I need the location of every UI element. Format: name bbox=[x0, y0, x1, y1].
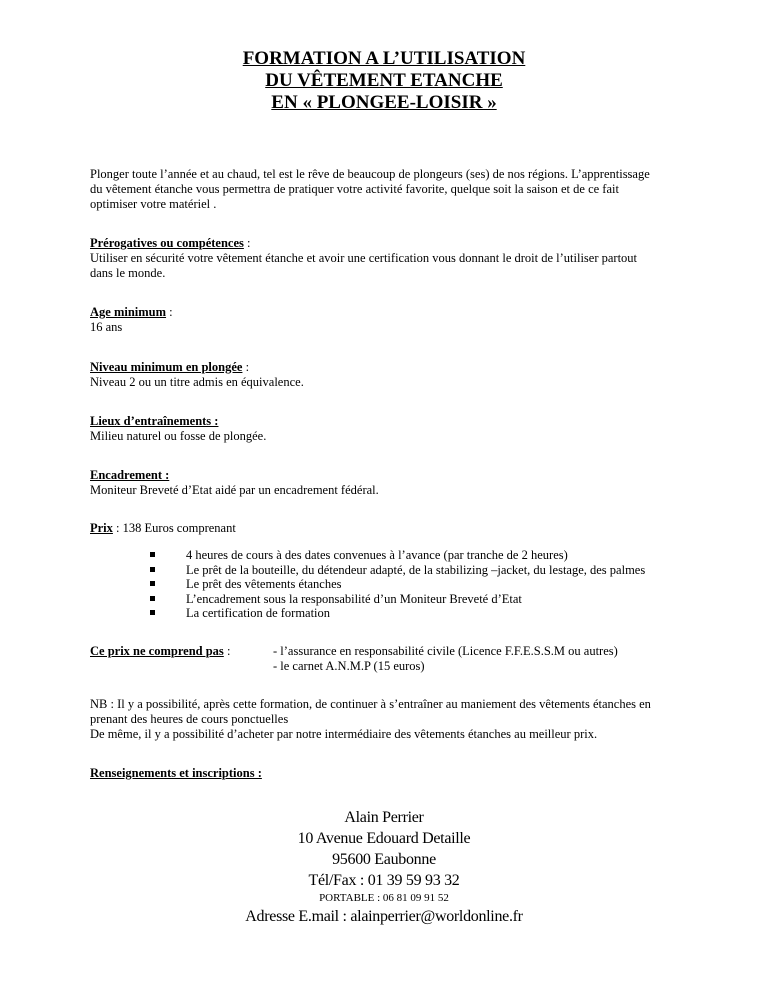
intro-paragraph bbox=[90, 167, 690, 212]
title-line-1: FORMATION A L’UTILISATION bbox=[242, 48, 526, 69]
contact-email[interactable]: Adresse E.mail : alainperrier@worldonline.fr bbox=[245, 908, 523, 925]
prerogatives-line-1: Utiliser en sécurité votre vêtement étanche et avoir une certification vous donnant le droit de l’utiliser partout bbox=[90, 251, 638, 265]
age-text: 16 ans bbox=[90, 320, 123, 334]
list-item: L’encadrement sous la responsabilité d’un Moniteur Breveté d’Etat bbox=[150, 592, 645, 607]
nb-line-2: prenant des heures de cours ponctuelles bbox=[90, 712, 289, 726]
renseignements-heading: Renseignements et inscriptions : bbox=[90, 766, 262, 780]
contact-address: 10 Avenue Edouard Detaille bbox=[297, 830, 471, 847]
lieux-heading: Lieux d’entraînements : bbox=[90, 414, 219, 428]
niveau-text: Niveau 2 ou un titre admis en équivalence. bbox=[90, 375, 304, 389]
nb-line-3: De même, il y a possibilité d’acheter par notre intermédiaire des vêtements étanches au meilleur prix. bbox=[90, 727, 598, 741]
niveau-sep: : bbox=[242, 360, 250, 374]
prerogatives-line-2: dans le monde. bbox=[90, 266, 166, 280]
prix-text: : 138 Euros comprenant bbox=[112, 521, 236, 535]
list-item: Le prêt des vêtements étanches bbox=[150, 577, 645, 592]
intro-line-2: du vêtement étanche vous permettra de pratiquer votre activité favorite, quelque soit la saison et de ce fait bbox=[90, 182, 619, 196]
contact-city: 95600 Eaubonne bbox=[332, 851, 436, 868]
renseignements-section bbox=[90, 766, 690, 781]
contact-tel: Tél/Fax : 01 39 59 93 32 bbox=[308, 872, 460, 889]
age-heading: Age minimum bbox=[90, 305, 167, 319]
title-line-2: DU VÊTEMENT ETANCHE bbox=[265, 70, 503, 91]
niveau-section bbox=[90, 360, 690, 390]
prix-section bbox=[90, 521, 690, 536]
encadrement-section bbox=[90, 468, 690, 498]
prerogatives-section bbox=[90, 236, 690, 281]
non-compris-list bbox=[273, 644, 618, 674]
list-item: Le prêt de la bouteille, du détendeur adapté, de la stabilizing –jacket, du lestage, des palmes bbox=[150, 563, 645, 578]
contact-portable: PORTABLE : 06 81 09 91 52 bbox=[319, 892, 449, 904]
non-compris-label bbox=[90, 644, 230, 659]
nb-line-1: NB : Il y a possibilité, après cette formation, de continuer à s’entraîner au maniement des vêtements étanches en bbox=[90, 697, 651, 711]
intro-line-3: optimiser votre matériel . bbox=[90, 197, 217, 211]
prerogatives-heading: Prérogatives ou compétences bbox=[90, 236, 244, 250]
encadrement-text: Moniteur Breveté d’Etat aidé par un encadrement fédéral. bbox=[90, 483, 379, 497]
list-item: - le carnet A.N.M.P (15 euros) bbox=[273, 659, 425, 673]
list-item: 4 heures de cours à des dates convenues à l’avance (par tranche de 2 heures) bbox=[150, 548, 645, 563]
list-item: - l’assurance en responsabilité civile (Licence F.F.E.S.S.M ou autres) bbox=[273, 644, 618, 658]
prerogatives-sep: : bbox=[243, 236, 251, 250]
contact-name: Alain Perrier bbox=[344, 809, 424, 826]
lieux-text: Milieu naturel ou fosse de plongée. bbox=[90, 429, 267, 443]
lieux-section bbox=[90, 414, 690, 444]
non-compris-sep: : bbox=[223, 644, 231, 658]
non-compris-heading: Ce prix ne comprend pas bbox=[90, 644, 224, 658]
nb-paragraph bbox=[90, 697, 700, 742]
list-item: La certification de formation bbox=[150, 606, 645, 621]
niveau-heading: Niveau minimum en plongée bbox=[90, 360, 243, 374]
age-section bbox=[90, 305, 690, 335]
intro-line-1: Plonger toute l’année et au chaud, tel est le rêve de beaucoup de plongeurs (ses) de nos régions. L’apprentissage bbox=[90, 167, 650, 181]
encadrement-heading: Encadrement : bbox=[90, 468, 170, 482]
document-title bbox=[0, 48, 768, 114]
title-line-3: EN « PLONGEE-LOISIR » bbox=[271, 92, 497, 113]
prix-list bbox=[150, 548, 645, 621]
prix-heading: Prix bbox=[90, 521, 113, 535]
contact-block bbox=[0, 807, 768, 927]
age-sep: : bbox=[166, 305, 173, 319]
